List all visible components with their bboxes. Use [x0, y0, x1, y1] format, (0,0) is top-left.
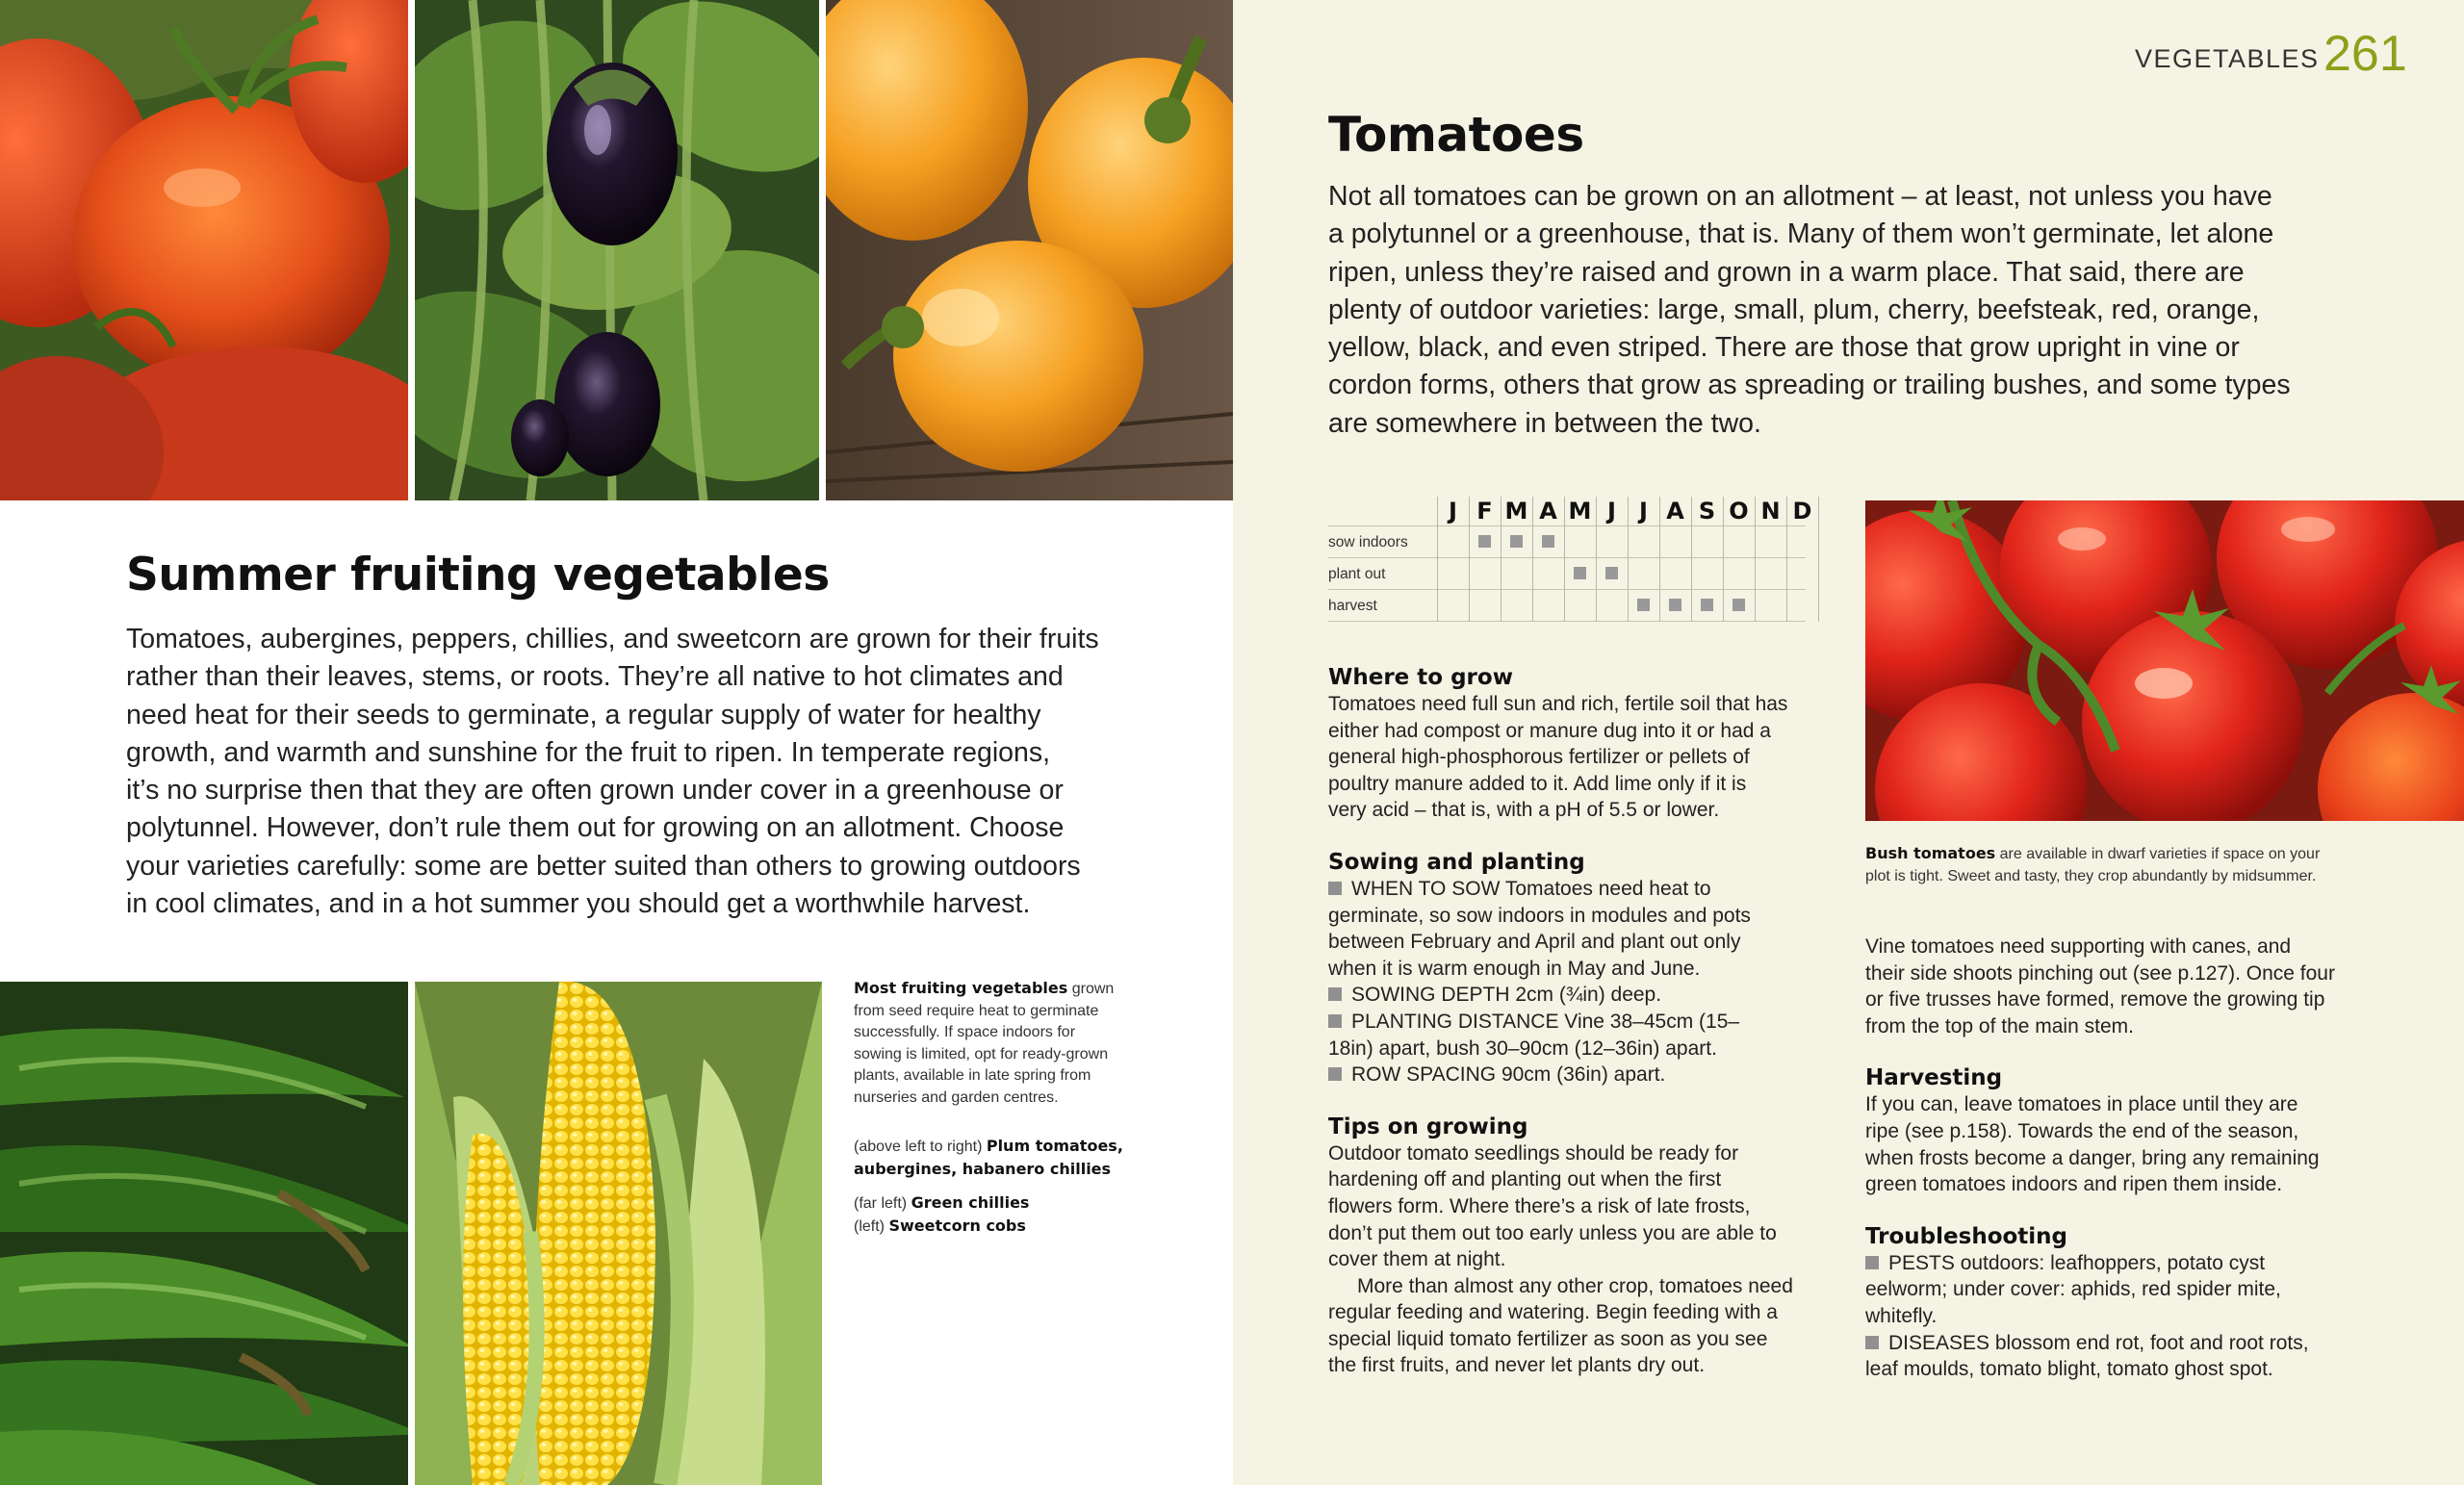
text-line: when frosts become a danger, bring any remaining — [1865, 1146, 2320, 1169]
intro-line: plenty of outdoor varieties: large, small, plum, cherry, beefsteak, red, orange, — [1328, 294, 2260, 325]
text-line: flowers form. Where there’s a risk of late frosts, — [1328, 1194, 1751, 1217]
text-line: special liquid tomato fertilizer as soon as you see — [1328, 1327, 1768, 1350]
caption-line: successfully. If space indoors for — [854, 1024, 1076, 1040]
text-line — [1328, 876, 1829, 903]
caption-line: nurseries and garden centres. — [854, 1088, 1059, 1106]
text-line: regular feeding and watering. Begin feeding with a — [1328, 1301, 1778, 1324]
text-line: germinate, so sow indoors in modules and pots — [1328, 904, 1751, 927]
text-line: whitefly. — [1865, 1304, 1938, 1327]
calendar-month-header: S — [1698, 498, 1716, 525]
calendar-row-label: harvest — [1328, 598, 1377, 614]
text-line: Vine tomatoes need supporting with canes, and — [1865, 935, 2292, 958]
text-line: between February and April and plant out only — [1328, 931, 1741, 954]
harvesting-heading: Harvesting — [1865, 1065, 2003, 1091]
troubleshooting-heading: Troubleshooting — [1865, 1223, 2068, 1249]
text-line: poultry manure added to it. Add lime only if it is — [1328, 772, 1747, 795]
calendar-month-header: A — [1666, 498, 1684, 525]
sowing-heading: Sowing and planting — [1328, 849, 1585, 875]
tips-heading: Tips on growing — [1328, 1114, 1528, 1139]
bullet-square — [1328, 1014, 1342, 1028]
caption-line: grown — [1067, 981, 1115, 997]
text-line: Tomatoes need full sun and rich, fertile soil that has — [1328, 693, 1788, 715]
photo-plum-tomatoes — [0, 0, 408, 500]
calendar-column-line — [1818, 497, 1819, 622]
text-line: If you can, leave tomatoes in place until they are — [1865, 1093, 2298, 1116]
intro-line: yellow, black, and even striped. There are those that grow upright in vine or — [1328, 332, 2240, 364]
credit-above-cont — [854, 1159, 1200, 1182]
intro-line: growth, and warmth and sunshine for the fruit to ripen. In temperate regions, — [126, 736, 1051, 768]
calendar-mark — [1574, 567, 1586, 579]
text-span: SOWING DEPTH 2cm (¾in) deep. — [1351, 984, 1662, 1007]
text-line: 18in) apart, bush 30–90cm (12–36in) apart. — [1328, 1037, 1717, 1060]
calendar-month-header: J — [1639, 498, 1648, 525]
calendar-month-header: J — [1449, 498, 1457, 525]
text-line: general high-phosphorous fertilizer or pellets of — [1328, 746, 1750, 769]
caption-bold: Bush tomatoes — [1865, 844, 1996, 862]
text-line: very acid – that is, with a pH of 5.5 or lower. — [1328, 799, 1720, 822]
caption-line: plants, available in late spring from — [854, 1067, 1091, 1084]
sowing-calendar — [1328, 497, 1812, 622]
photo-aubergines — [415, 0, 819, 500]
credit-left — [854, 1216, 1200, 1239]
calendar-row-line — [1328, 621, 1806, 622]
calendar-month-header: D — [1792, 498, 1812, 525]
text-line: More than almost any other crop, tomatoes need — [1357, 1274, 1793, 1297]
calendar-month-header: M — [1568, 498, 1592, 525]
text-line — [1865, 1330, 2452, 1357]
intro-line: Not all tomatoes can be grown on an allotment – at least, not unless you have — [1328, 181, 2272, 212]
text-span: DISEASES blossom end rot, foot and root rots, — [1888, 1331, 2309, 1354]
caption-line: from seed require heat to germinate — [854, 1002, 1099, 1019]
calendar-month-header: F — [1476, 498, 1493, 525]
calendar-month-header: N — [1760, 498, 1781, 525]
intro-line: polytunnel. However, don’t rule them out for growing on an allotment. Choose — [126, 812, 1065, 844]
intro-line: it’s no surprise then that they are often grown under cover in a greenhouse or — [126, 775, 1064, 807]
caption-lead-bold: Most fruiting vegetables — [854, 979, 1068, 997]
text-line — [1865, 1250, 2452, 1277]
calendar-mark — [1732, 599, 1745, 611]
calendar-month-header: A — [1539, 498, 1557, 525]
text-line: leaf moulds, tomato blight, tomato ghost spot. — [1865, 1358, 2273, 1381]
calendar-row-label: sow indoors — [1328, 534, 1408, 550]
calendar-row-label: plant out — [1328, 566, 1386, 582]
text-line — [1328, 1062, 1829, 1088]
bullet-square — [1328, 1067, 1342, 1081]
calendar-month-header: M — [1504, 498, 1528, 525]
text-span: PLANTING DISTANCE Vine 38–45cm (15– — [1351, 1010, 1740, 1033]
intro-line: need heat for their seeds to germinate, a regular supply of water for healthy — [126, 699, 1041, 730]
bush-tomatoes-caption — [1865, 843, 2443, 887]
bullet-square — [1328, 882, 1342, 895]
text-line: or five trusses have formed, remove the growing tip — [1865, 988, 2325, 1011]
text-line: their side shoots pinching out (see p.127). Once four — [1865, 961, 2335, 985]
left-photo-caption — [854, 978, 1200, 1238]
credit-far-left — [854, 1192, 1200, 1216]
calendar-mark — [1605, 567, 1618, 579]
calendar-row-line — [1328, 557, 1806, 558]
calendar-mark — [1542, 535, 1554, 548]
calendar-row-line — [1328, 589, 1806, 590]
bullet-square — [1865, 1336, 1879, 1349]
photo-sweetcorn — [415, 982, 822, 1485]
text-line: ripe (see p.158). Towards the end of the season, — [1865, 1119, 2299, 1142]
column-two — [1865, 934, 2452, 1383]
tomatoes-intro — [1328, 178, 2291, 443]
calendar-row-line — [1328, 525, 1806, 526]
running-header-section: VEGETABLES — [2135, 44, 2320, 73]
intro-line: are somewhere in between the two. — [1328, 407, 1761, 439]
calendar-mark — [1478, 535, 1491, 548]
intro-line: in cool climates, and in a hot summer you should get a worthwhile harvest. — [126, 888, 1031, 920]
calendar-mark — [1637, 599, 1650, 611]
where-to-grow-heading: Where to grow — [1328, 665, 1513, 690]
tomatoes-title: Tomatoes — [1328, 107, 1584, 163]
text-line: the first fruits, and never let plants dry out. — [1328, 1354, 1706, 1377]
calendar-mark — [1701, 599, 1713, 611]
intro-line: your varieties carefully: some are better suited than others to growing outdoors — [126, 850, 1081, 882]
intro-paragraph — [126, 621, 1099, 923]
bullet-square — [1865, 1256, 1879, 1269]
text-line: Outdoor tomato seedlings should be ready for — [1328, 1141, 1739, 1165]
caption-span: are available in dwarf varieties if space on your — [1995, 846, 2321, 862]
text-span: PESTS outdoors: leafhoppers, potato cyst — [1888, 1251, 2266, 1274]
text-line: don’t put them out too early unless you are able to — [1328, 1221, 1777, 1244]
text-line — [1328, 1009, 1829, 1036]
credit-bold: aubergines, habanero chillies — [854, 1159, 1112, 1178]
text-line: either had compost or manure dug into it or had a — [1328, 719, 1771, 742]
text-line: when it is warm enough in May and June. — [1328, 957, 1701, 980]
caption-lead — [854, 978, 1200, 1001]
bullet-square — [1328, 987, 1342, 1001]
credit-bold: Green chillies — [911, 1193, 1030, 1212]
photo-green-chillies — [0, 982, 408, 1485]
credit-prefix: (far left) — [854, 1195, 911, 1212]
credit-above — [854, 1136, 1200, 1159]
credit-prefix: (above left to right) — [854, 1139, 987, 1155]
text-line: eelworm; under cover: aphids, red spider mite, — [1865, 1278, 2281, 1301]
caption-line: plot is tight. Sweet and tasty, they crop abundantly by midsummer. — [1865, 867, 2317, 884]
section-heading: Summer fruiting vegetables — [126, 549, 830, 602]
credit-bold: Sweetcorn cobs — [888, 1216, 1026, 1235]
text-span: WHEN TO SOW Tomatoes need heat to — [1351, 877, 1711, 900]
text-span: ROW SPACING 90cm (36in) apart. — [1351, 1063, 1666, 1087]
caption-line: sowing is limited, opt for ready-grown — [854, 1045, 1109, 1063]
credit-bold: Plum tomatoes, — [986, 1137, 1123, 1155]
text-line: green tomatoes indoors and ripen them inside. — [1865, 1173, 2283, 1196]
page-number: 261 — [2323, 26, 2407, 82]
text-line: from the top of the main stem. — [1865, 1014, 2134, 1037]
calendar-mark — [1669, 599, 1681, 611]
column-one — [1328, 664, 1829, 1379]
calendar-month-header: O — [1729, 498, 1749, 525]
text-line: hardening off and planting out when the first — [1328, 1168, 1722, 1191]
intro-line: a polytunnel or a greenhouse, that is. Many of them won’t germinate, let alone — [1328, 218, 2274, 250]
photo-habanero-chillies — [826, 0, 1233, 500]
calendar-month-header: J — [1607, 498, 1616, 525]
text-line: cover them at night. — [1328, 1248, 1506, 1271]
intro-line: ripen, unless they’re raised and grown in a warm place. That said, there are — [1328, 256, 2245, 288]
photo-bush-tomatoes — [1865, 500, 2464, 821]
intro-line: cordon forms, others that grow as spreading or trailing bushes, and some types — [1328, 370, 2291, 401]
caption-line — [1865, 843, 2443, 866]
intro-line: rather than their leaves, stems, or roots. They’re all native to hot climates and — [126, 661, 1064, 693]
intro-line: Tomatoes, aubergines, peppers, chillies, and sweetcorn are grown for their fruits — [126, 624, 1099, 654]
credit-prefix: (left) — [854, 1217, 889, 1235]
calendar-mark — [1510, 535, 1523, 548]
text-line — [1328, 982, 1829, 1009]
